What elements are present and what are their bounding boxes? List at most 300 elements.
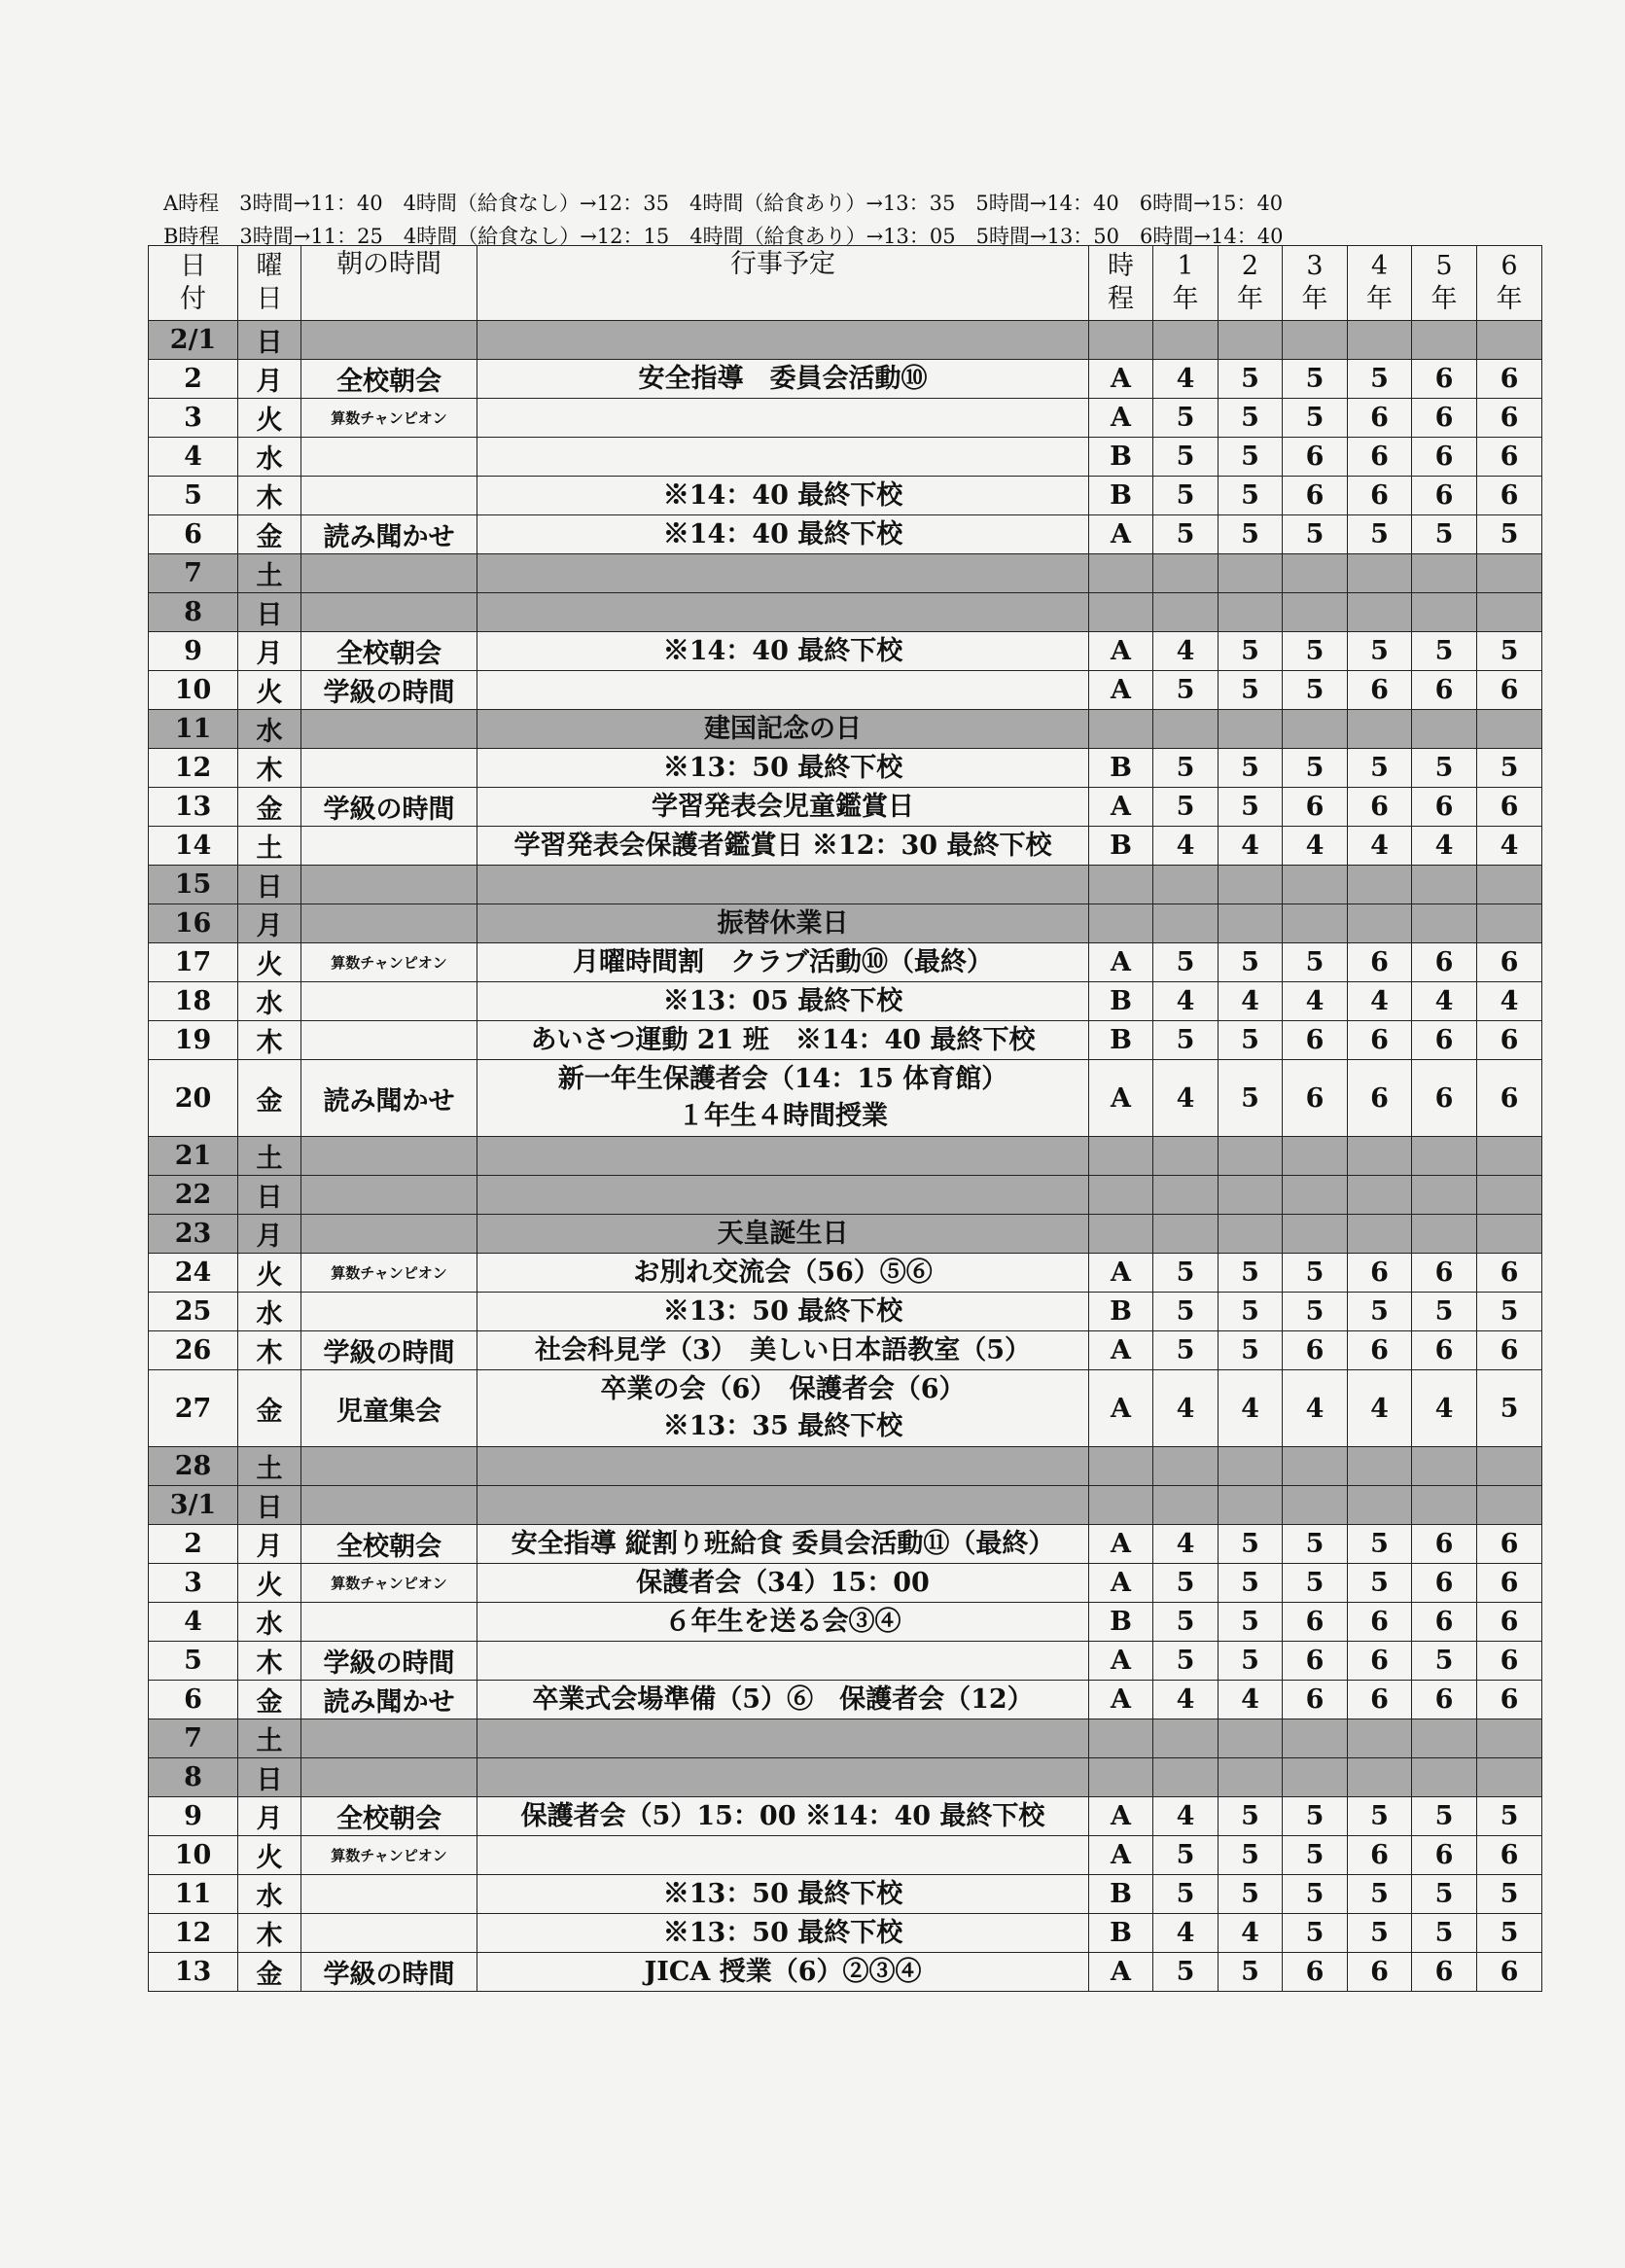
grade-3-periods-cell: 6	[1283, 1953, 1348, 1992]
morning-activity-cell	[301, 1447, 477, 1486]
schedule-type-cell: A	[1089, 788, 1153, 827]
grade-2-periods-cell: 4	[1219, 982, 1283, 1021]
event-cell	[477, 360, 1089, 399]
event-cell	[477, 866, 1089, 904]
event-cell	[477, 1293, 1089, 1331]
grade-4-periods-cell	[1348, 1486, 1412, 1525]
schedule-type-cell: A	[1089, 1331, 1153, 1370]
grade-4-periods-cell: 6	[1348, 1681, 1412, 1719]
table-row	[149, 477, 1542, 515]
grade-3-periods-cell: 5	[1283, 1875, 1348, 1914]
grade-1-periods-cell: 5	[1153, 1331, 1219, 1370]
date-cell: 14	[149, 827, 238, 866]
grade-1-periods-cell: 4	[1153, 632, 1219, 671]
event-line: あいさつ運動 21 班 ※14：40 最終下校	[530, 1024, 1036, 1055]
grade-6-periods-cell: 5	[1477, 1370, 1542, 1447]
morning-activity-cell	[301, 593, 477, 632]
grade-6-periods-cell: 6	[1477, 1836, 1542, 1875]
grade-1-periods-cell: 5	[1153, 1293, 1219, 1331]
grade-5-periods-cell	[1412, 866, 1477, 904]
event-line: 卒業の会（6） 保護者会（6）	[600, 1374, 966, 1404]
date-cell: 8	[149, 1758, 238, 1797]
morning-activity-cell	[301, 477, 477, 515]
date-cell: 5	[149, 1642, 238, 1681]
schedule-type-cell: B	[1089, 1914, 1153, 1953]
schedule-type-cell: A	[1089, 1953, 1153, 1992]
morning-activity-cell: 算数チャンピオン	[301, 1836, 477, 1875]
schedule-type-cell	[1089, 1215, 1153, 1254]
grade-2-periods-cell	[1219, 1215, 1283, 1254]
grade-5-periods-cell: 5	[1412, 1914, 1477, 1953]
schedule-body	[149, 321, 1542, 1992]
grade-3-periods-cell: 6	[1283, 1681, 1348, 1719]
morning-activity-cell	[301, 1137, 477, 1176]
date-cell: 10	[149, 671, 238, 710]
event-cell	[477, 399, 1089, 438]
grade-1-periods-cell	[1153, 1758, 1219, 1797]
grade-5-periods-cell: 6	[1412, 477, 1477, 515]
table-row	[149, 321, 1542, 360]
schedule-type-cell	[1089, 1176, 1153, 1215]
event-line: ※14：40 最終下校	[662, 518, 903, 549]
weekday-cell: 月	[238, 632, 301, 671]
table-row	[149, 1564, 1542, 1603]
grade-3-periods-cell: 5	[1283, 515, 1348, 554]
grade-2-periods-cell	[1219, 1719, 1283, 1758]
event-cell	[477, 1215, 1089, 1254]
event-line: ※13：35 最終下校	[662, 1411, 903, 1441]
date-cell: 17	[149, 943, 238, 982]
schedule-type-cell: B	[1089, 438, 1153, 477]
grade-2-periods-cell: 5	[1219, 1060, 1283, 1137]
grade-4-periods-cell: 6	[1348, 1836, 1412, 1875]
weekday-cell: 木	[238, 1642, 301, 1681]
grade-6-periods-cell: 6	[1477, 1525, 1542, 1564]
grade-1-periods-cell	[1153, 710, 1219, 749]
grade-5-periods-cell: 5	[1412, 1642, 1477, 1681]
date-cell: 16	[149, 904, 238, 943]
schedule-type-cell: B	[1089, 1293, 1153, 1331]
header-date: 日 付	[149, 246, 238, 321]
grade-5-periods-cell: 6	[1412, 671, 1477, 710]
table-row	[149, 1370, 1542, 1447]
morning-activity-cell: 読み聞かせ	[301, 1060, 477, 1137]
grade-6-periods-cell	[1477, 593, 1542, 632]
grade-3-periods-cell	[1283, 1486, 1348, 1525]
weekday-cell: 月	[238, 360, 301, 399]
schedule-type-cell: A	[1089, 1564, 1153, 1603]
weekday-cell: 日	[238, 1486, 301, 1525]
grade-4-periods-cell: 5	[1348, 1875, 1412, 1914]
grade-1-periods-cell: 5	[1153, 671, 1219, 710]
date-cell: 27	[149, 1370, 238, 1447]
grade-5-periods-cell: 6	[1412, 438, 1477, 477]
morning-activity-cell	[301, 1875, 477, 1914]
grade-2-periods-cell: 5	[1219, 1642, 1283, 1681]
weekday-cell: 木	[238, 1021, 301, 1060]
grade-2-periods-cell: 5	[1219, 1797, 1283, 1836]
date-cell: 20	[149, 1060, 238, 1137]
grade-5-periods-cell	[1412, 593, 1477, 632]
header-event: 行事予定	[477, 246, 1089, 321]
grade-3-periods-cell: 6	[1283, 788, 1348, 827]
grade-5-periods-cell: 6	[1412, 1953, 1477, 1992]
grade-4-periods-cell: 4	[1348, 982, 1412, 1021]
table-row	[149, 554, 1542, 593]
grade-6-periods-cell: 6	[1477, 1060, 1542, 1137]
grade-1-periods-cell: 4	[1153, 982, 1219, 1021]
date-cell: 18	[149, 982, 238, 1021]
grade-2-periods-cell: 5	[1219, 1254, 1283, 1293]
grade-4-periods-cell: 5	[1348, 632, 1412, 671]
grade-2-periods-cell: 5	[1219, 399, 1283, 438]
grade-1-periods-cell	[1153, 1215, 1219, 1254]
grade-2-periods-cell: 5	[1219, 360, 1283, 399]
morning-activity-cell: 算数チャンピオン	[301, 1564, 477, 1603]
morning-activity-cell	[301, 1719, 477, 1758]
event-cell	[477, 1642, 1089, 1681]
note-b-schedule: B時程 3時間→11：25 4時間（給食なし）→12：15 4時間（給食あり）→13：05 5時間→13：50 6時間→14：40	[163, 225, 1284, 248]
weekday-cell: 火	[238, 1564, 301, 1603]
grade-5-periods-cell: 6	[1412, 1525, 1477, 1564]
grade-4-periods-cell: 5	[1348, 1914, 1412, 1953]
grade-3-periods-cell: 6	[1283, 477, 1348, 515]
table-row	[149, 632, 1542, 671]
header-grade-4: 4 年	[1348, 246, 1412, 321]
grade-1-periods-cell: 4	[1153, 1914, 1219, 1953]
grade-1-periods-cell: 5	[1153, 399, 1219, 438]
event-cell	[477, 1914, 1089, 1953]
weekday-cell: 土	[238, 1719, 301, 1758]
morning-activity-cell: 算数チャンピオン	[301, 1254, 477, 1293]
grade-2-periods-cell: 5	[1219, 632, 1283, 671]
grade-3-periods-cell: 6	[1283, 1331, 1348, 1370]
grade-5-periods-cell: 6	[1412, 1681, 1477, 1719]
date-cell: 11	[149, 710, 238, 749]
weekday-cell: 火	[238, 943, 301, 982]
grade-4-periods-cell	[1348, 554, 1412, 593]
grade-6-periods-cell	[1477, 554, 1542, 593]
schedule-type-cell: A	[1089, 632, 1153, 671]
grade-4-periods-cell: 5	[1348, 749, 1412, 788]
event-line: 建国記念の日	[704, 713, 862, 744]
morning-activity-cell	[301, 321, 477, 360]
grade-5-periods-cell: 6	[1412, 1836, 1477, 1875]
grade-2-periods-cell	[1219, 710, 1283, 749]
grade-1-periods-cell: 5	[1153, 1953, 1219, 1992]
grade-2-periods-cell	[1219, 1486, 1283, 1525]
grade-6-periods-cell	[1477, 1447, 1542, 1486]
schedule-type-cell: B	[1089, 1603, 1153, 1642]
grade-1-periods-cell: 4	[1153, 1525, 1219, 1564]
event-line: 安全指導 委員会活動⑩	[638, 363, 928, 394]
date-cell: 2	[149, 1525, 238, 1564]
grade-3-periods-cell: 5	[1283, 1914, 1348, 1953]
morning-activity-cell	[301, 438, 477, 477]
grade-5-periods-cell	[1412, 1719, 1477, 1758]
grade-6-periods-cell: 5	[1477, 515, 1542, 554]
header-schedule: 時 程	[1089, 246, 1153, 321]
schedule-type-cell	[1089, 593, 1153, 632]
table-row	[149, 1331, 1542, 1370]
morning-activity-cell	[301, 904, 477, 943]
grade-1-periods-cell	[1153, 1447, 1219, 1486]
grade-4-periods-cell: 6	[1348, 943, 1412, 982]
morning-activity-cell: 児童集会	[301, 1370, 477, 1447]
grade-4-periods-cell: 6	[1348, 438, 1412, 477]
grade-3-periods-cell	[1283, 1719, 1348, 1758]
schedule-type-cell	[1089, 710, 1153, 749]
grade-2-periods-cell: 5	[1219, 1953, 1283, 1992]
morning-activity-cell	[301, 1176, 477, 1215]
grade-1-periods-cell	[1153, 321, 1219, 360]
grade-4-periods-cell: 6	[1348, 477, 1412, 515]
schedule-type-cell	[1089, 1137, 1153, 1176]
date-cell: 5	[149, 477, 238, 515]
table-row	[149, 943, 1542, 982]
event-line: ※13：05 最終下校	[662, 985, 903, 1016]
grade-1-periods-cell: 5	[1153, 943, 1219, 982]
grade-6-periods-cell	[1477, 321, 1542, 360]
schedule-table	[148, 245, 1542, 1992]
grade-6-periods-cell: 5	[1477, 1875, 1542, 1914]
grade-6-periods-cell: 6	[1477, 1021, 1542, 1060]
header-row	[149, 246, 1542, 321]
grade-4-periods-cell: 5	[1348, 360, 1412, 399]
grade-1-periods-cell: 5	[1153, 788, 1219, 827]
table-row	[149, 1293, 1542, 1331]
grade-2-periods-cell: 5	[1219, 515, 1283, 554]
grade-3-periods-cell	[1283, 593, 1348, 632]
weekday-cell: 水	[238, 1875, 301, 1914]
event-cell	[477, 1486, 1089, 1525]
grade-3-periods-cell	[1283, 866, 1348, 904]
grade-1-periods-cell: 4	[1153, 1797, 1219, 1836]
grade-6-periods-cell	[1477, 904, 1542, 943]
grade-5-periods-cell: 5	[1412, 1875, 1477, 1914]
morning-activity-cell	[301, 1603, 477, 1642]
event-cell	[477, 1564, 1089, 1603]
grade-1-periods-cell	[1153, 554, 1219, 593]
date-cell: 3	[149, 399, 238, 438]
event-line: 保護者会（34）15：00	[636, 1567, 930, 1598]
event-line: １年生４時間授業	[678, 1101, 888, 1131]
table-row	[149, 827, 1542, 866]
grade-2-periods-cell	[1219, 321, 1283, 360]
grade-6-periods-cell	[1477, 1176, 1542, 1215]
grade-1-periods-cell: 5	[1153, 1254, 1219, 1293]
weekday-cell: 金	[238, 1681, 301, 1719]
event-line: 学習発表会保護者鑑賞日 ※12：30 最終下校	[513, 830, 1052, 861]
grade-1-periods-cell: 5	[1153, 477, 1219, 515]
grade-2-periods-cell: 5	[1219, 671, 1283, 710]
header-grade-5: 5 年	[1412, 246, 1477, 321]
table-row	[149, 788, 1542, 827]
grade-3-periods-cell: 5	[1283, 749, 1348, 788]
weekday-cell: 日	[238, 1758, 301, 1797]
grade-1-periods-cell: 5	[1153, 1642, 1219, 1681]
schedule-type-cell	[1089, 1719, 1153, 1758]
grade-2-periods-cell: 4	[1219, 827, 1283, 866]
grade-4-periods-cell: 6	[1348, 671, 1412, 710]
weekday-cell: 木	[238, 749, 301, 788]
table-row	[149, 593, 1542, 632]
grade-4-periods-cell	[1348, 866, 1412, 904]
grade-2-periods-cell	[1219, 904, 1283, 943]
event-line: ６年生を送る会③④	[664, 1606, 901, 1637]
date-cell: 8	[149, 593, 238, 632]
grade-6-periods-cell: 6	[1477, 943, 1542, 982]
grade-5-periods-cell: 5	[1412, 749, 1477, 788]
grade-6-periods-cell	[1477, 1137, 1542, 1176]
event-cell	[477, 321, 1089, 360]
grade-5-periods-cell: 6	[1412, 1564, 1477, 1603]
morning-activity-cell	[301, 1486, 477, 1525]
grade-2-periods-cell	[1219, 866, 1283, 904]
grade-5-periods-cell: 6	[1412, 1331, 1477, 1370]
event-cell	[477, 904, 1089, 943]
morning-activity-cell: 全校朝会	[301, 632, 477, 671]
grade-1-periods-cell: 4	[1153, 827, 1219, 866]
event-cell	[477, 438, 1089, 477]
grade-5-periods-cell	[1412, 1447, 1477, 1486]
grade-6-periods-cell: 6	[1477, 1953, 1542, 1992]
morning-activity-cell: 読み聞かせ	[301, 515, 477, 554]
weekday-cell: 月	[238, 904, 301, 943]
grade-4-periods-cell	[1348, 1447, 1412, 1486]
event-line: 社会科見学（3） 美しい日本語教室（5）	[534, 1334, 1032, 1365]
grade-4-periods-cell: 4	[1348, 1370, 1412, 1447]
date-cell: 12	[149, 1914, 238, 1953]
grade-6-periods-cell: 5	[1477, 1914, 1542, 1953]
morning-activity-cell	[301, 982, 477, 1021]
date-cell: 10	[149, 1836, 238, 1875]
event-cell	[477, 1525, 1089, 1564]
date-cell: 3	[149, 1564, 238, 1603]
weekday-cell: 土	[238, 827, 301, 866]
grade-6-periods-cell: 6	[1477, 477, 1542, 515]
date-cell: 2/1	[149, 321, 238, 360]
table-row	[149, 1021, 1542, 1060]
event-line: ※13：50 最終下校	[662, 752, 903, 783]
grade-2-periods-cell: 4	[1219, 1914, 1283, 1953]
grade-6-periods-cell	[1477, 1719, 1542, 1758]
grade-5-periods-cell: 5	[1412, 632, 1477, 671]
event-line: 卒業式会場準備（5）⑥ 保護者会（12）	[532, 1683, 1034, 1715]
event-line: お別れ交流会（56）⑤⑥	[633, 1257, 933, 1288]
header-grade-2: 2 年	[1219, 246, 1283, 321]
grade-6-periods-cell: 6	[1477, 1603, 1542, 1642]
grade-2-periods-cell: 5	[1219, 1331, 1283, 1370]
table-row	[149, 982, 1542, 1021]
weekday-cell: 土	[238, 554, 301, 593]
table-row	[149, 1681, 1542, 1719]
event-cell	[477, 1719, 1089, 1758]
grade-4-periods-cell: 6	[1348, 1331, 1412, 1370]
grade-3-periods-cell: 5	[1283, 1564, 1348, 1603]
table-row	[149, 1215, 1542, 1254]
weekday-cell: 金	[238, 1370, 301, 1447]
date-cell: 24	[149, 1254, 238, 1293]
date-cell: 2	[149, 360, 238, 399]
schedule-type-cell: B	[1089, 749, 1153, 788]
table-row	[149, 515, 1542, 554]
schedule-type-cell: A	[1089, 1370, 1153, 1447]
weekday-cell: 日	[238, 593, 301, 632]
event-cell	[477, 943, 1089, 982]
header-morning: 朝の時間	[301, 246, 477, 321]
grade-4-periods-cell	[1348, 1719, 1412, 1758]
grade-2-periods-cell	[1219, 1758, 1283, 1797]
grade-5-periods-cell	[1412, 1486, 1477, 1525]
table-row	[149, 1875, 1542, 1914]
morning-activity-cell	[301, 710, 477, 749]
schedule-type-cell: A	[1089, 360, 1153, 399]
grade-3-periods-cell: 5	[1283, 1293, 1348, 1331]
grade-1-periods-cell: 5	[1153, 1875, 1219, 1914]
table-row	[149, 1486, 1542, 1525]
morning-activity-cell: 読み聞かせ	[301, 1681, 477, 1719]
grade-5-periods-cell: 4	[1412, 827, 1477, 866]
table-row	[149, 1060, 1542, 1137]
grade-5-periods-cell: 6	[1412, 1021, 1477, 1060]
date-cell: 12	[149, 749, 238, 788]
grade-1-periods-cell: 4	[1153, 360, 1219, 399]
weekday-cell: 木	[238, 477, 301, 515]
table-row	[149, 399, 1542, 438]
grade-3-periods-cell	[1283, 1215, 1348, 1254]
table-row	[149, 1914, 1542, 1953]
event-cell	[477, 554, 1089, 593]
grade-3-periods-cell	[1283, 710, 1348, 749]
grade-6-periods-cell: 6	[1477, 1681, 1542, 1719]
schedule-type-cell: A	[1089, 1642, 1153, 1681]
grade-4-periods-cell: 6	[1348, 1254, 1412, 1293]
event-cell	[477, 1331, 1089, 1370]
date-cell: 11	[149, 1875, 238, 1914]
event-line: 学習発表会児童鑑賞日	[652, 791, 914, 822]
grade-6-periods-cell: 6	[1477, 438, 1542, 477]
event-cell	[477, 749, 1089, 788]
table-row	[149, 1176, 1542, 1215]
event-line: JICA 授業（6）②③④	[644, 1956, 922, 1987]
weekday-cell: 月	[238, 1215, 301, 1254]
date-cell: 13	[149, 788, 238, 827]
morning-activity-cell	[301, 1021, 477, 1060]
weekday-cell: 金	[238, 1060, 301, 1137]
weekday-cell: 日	[238, 321, 301, 360]
weekday-cell: 水	[238, 710, 301, 749]
schedule-type-cell: A	[1089, 1060, 1153, 1137]
grade-2-periods-cell	[1219, 1176, 1283, 1215]
table-row	[149, 1836, 1542, 1875]
event-line: ※14：40 最終下校	[662, 635, 903, 666]
event-cell	[477, 1176, 1089, 1215]
grade-3-periods-cell	[1283, 1176, 1348, 1215]
event-cell	[477, 593, 1089, 632]
grade-6-periods-cell	[1477, 1758, 1542, 1797]
grade-3-periods-cell	[1283, 321, 1348, 360]
grade-4-periods-cell	[1348, 1758, 1412, 1797]
weekday-cell: 金	[238, 515, 301, 554]
event-cell	[477, 515, 1089, 554]
weekday-cell: 水	[238, 1293, 301, 1331]
table-row	[149, 671, 1542, 710]
grade-1-periods-cell: 5	[1153, 749, 1219, 788]
grade-3-periods-cell	[1283, 1137, 1348, 1176]
weekday-cell: 水	[238, 982, 301, 1021]
grade-6-periods-cell	[1477, 710, 1542, 749]
